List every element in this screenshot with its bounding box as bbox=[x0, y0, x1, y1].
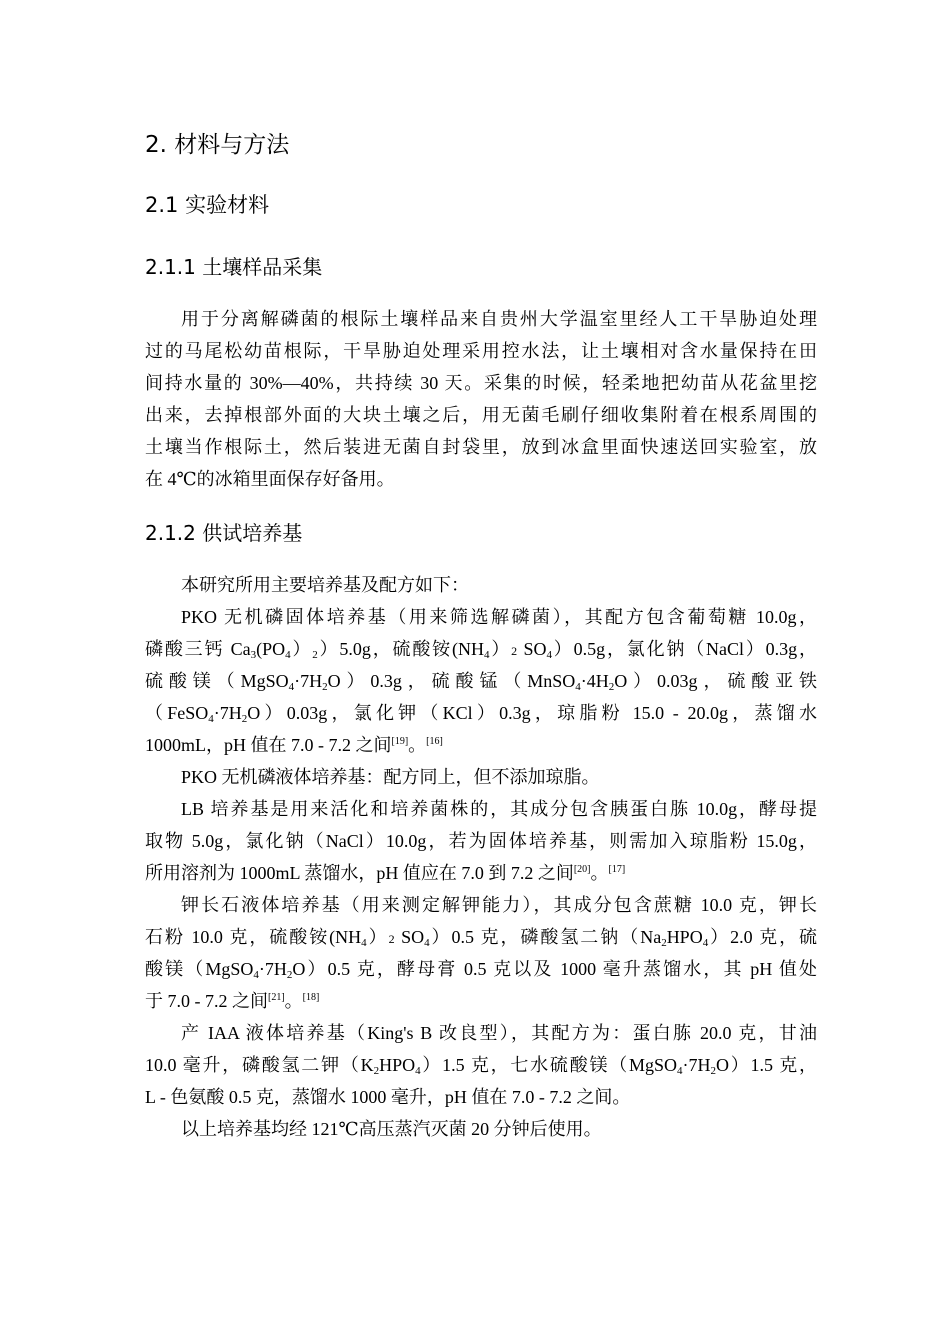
pko-liquid-paragraph: PKO 无机磷液体培养基：配方同上，但不添加琼脂。 bbox=[181, 767, 600, 787]
soil-sampling-heading: 2.1.1 土壤样品采集 bbox=[145, 255, 323, 279]
paragraph-line: 1000mL，pH 值在 7.0 - 7.2 之间[19]。[16] bbox=[145, 735, 443, 755]
paragraph-line: 石粉 10.0 克，硫酸铵$(NH_4)2$ $SO_4)0.5$ 克，磷酸氢二钠$(Na_2HPO_4)2.0$ 克，硫 bbox=[145, 927, 817, 949]
culture-media-heading: 2.1.2 供试培养基 bbox=[145, 521, 303, 545]
paragraph-line: 用于分离解磷菌的根际土壤样品来自贵州大学温室里经人工干旱胁迫处理 bbox=[181, 309, 817, 329]
citation-ref[interactable]: [21] bbox=[268, 992, 285, 1003]
citation-ref[interactable]: [16] bbox=[426, 736, 443, 747]
paragraph-line: 取物 5.0g，氯化钠（NaCl）10.0g，若为固体培养基，则需加入琼脂粉 15.0g， bbox=[145, 831, 817, 851]
paragraph-line: 在 4℃的冰箱里面保存好备用。 bbox=[145, 469, 395, 489]
subsection-heading: 2.1 实验材料 bbox=[145, 193, 270, 217]
citation-ref[interactable]: [17] bbox=[608, 864, 626, 875]
paragraph-line: 于 7.0 - 7.2 之间[21]。[18] bbox=[145, 991, 320, 1011]
paragraph-line: 过的马尾松幼苗根际，干旱胁迫处理采用控水法，让土壤相对含水量保持在田 bbox=[145, 341, 817, 361]
paragraph-line: 钾长石液体培养基（用来测定解钾能力），其成分包含蔗糖 10.0 克，钾长 bbox=[181, 895, 817, 915]
paragraph-line: $(FeSO_4\cdot 7H_2O)0.03g$，氯化钾（KCl）0.3g，琼脂粉 15.0 - 20.0g，蒸馏水 bbox=[145, 703, 817, 725]
citation-ref[interactable]: [20] bbox=[573, 864, 591, 875]
paragraph-line: 磷酸三钙 $Ca_3(PO_4)_2)5.0g$，硫酸铵$(NH_4)2$ $SO_4)0.5g$，氯化钠（NaCl）0.3g， bbox=[145, 639, 817, 661]
paragraph-line: 产 IAA 液体培养基（King's B 改良型），其配方为：蛋白胨 20.0 克，甘油 bbox=[181, 1023, 817, 1043]
citation-ref[interactable]: [19] bbox=[391, 736, 409, 747]
paragraph-line: L - 色氨酸 0.5 克，蒸馏水 1000 毫升，pH 值在 7.0 - 7.2 之间。 bbox=[145, 1087, 631, 1107]
citation-ref[interactable]: [18] bbox=[302, 992, 320, 1003]
media-intro: 本研究所用主要培养基及配方如下： bbox=[181, 575, 469, 595]
paragraph-line: LB 培养基是用来活化和培养菌株的，其成分包含胰蛋白胨 10.0g，酵母提 bbox=[181, 799, 817, 819]
paragraph-line: 出来，去掉根部外面的大块土壤之后，用无菌毛刷仔细收集附着在根系周围的 bbox=[145, 405, 817, 425]
paragraph-line: 土壤当作根际土，然后装进无菌自封袋里，放到冰盒里面快速送回实验室，放 bbox=[145, 437, 817, 457]
paragraph-line: 硫酸镁$(MgSO_4\cdot 7H_2O)0.3g$，硫酸锰$(MnSO_4\cdot 4H_2O)0.03g$，硫酸亚铁 bbox=[145, 671, 817, 693]
sterilization-paragraph: 以上培养基均经 121℃高压蒸汽灭菌 20 分钟后使用。 bbox=[181, 1119, 602, 1139]
paragraph-line: 酸镁$(MgSO_4\cdot 7H_2O)0.5$ 克，酵母膏 0.5 克以及 1000 毫升蒸馏水，其 pH 值处 bbox=[145, 959, 817, 981]
paragraph-line: 间持水量的 30%—40%，共持续 30 天。采集的时候，轻柔地把幼苗从花盆里挖 bbox=[145, 373, 817, 393]
paragraph-line: PKO 无机磷固体培养基（用来筛选解磷菌），其配方包含葡萄糖 10.0g， bbox=[181, 607, 817, 627]
paragraph-line: 10.0 毫升，磷酸氢二钾$(K_2HPO_4)1.5$ 克，七水硫酸镁$(MgSO_4\cdot 7H_2O)1.5$ 克， bbox=[145, 1055, 817, 1077]
paragraph-line: 所用溶剂为 1000mL 蒸馏水，pH 值应在 7.0 到 7.2 之间[20]。[17] bbox=[145, 863, 626, 883]
section-heading: 2. 材料与方法 bbox=[145, 132, 290, 158]
